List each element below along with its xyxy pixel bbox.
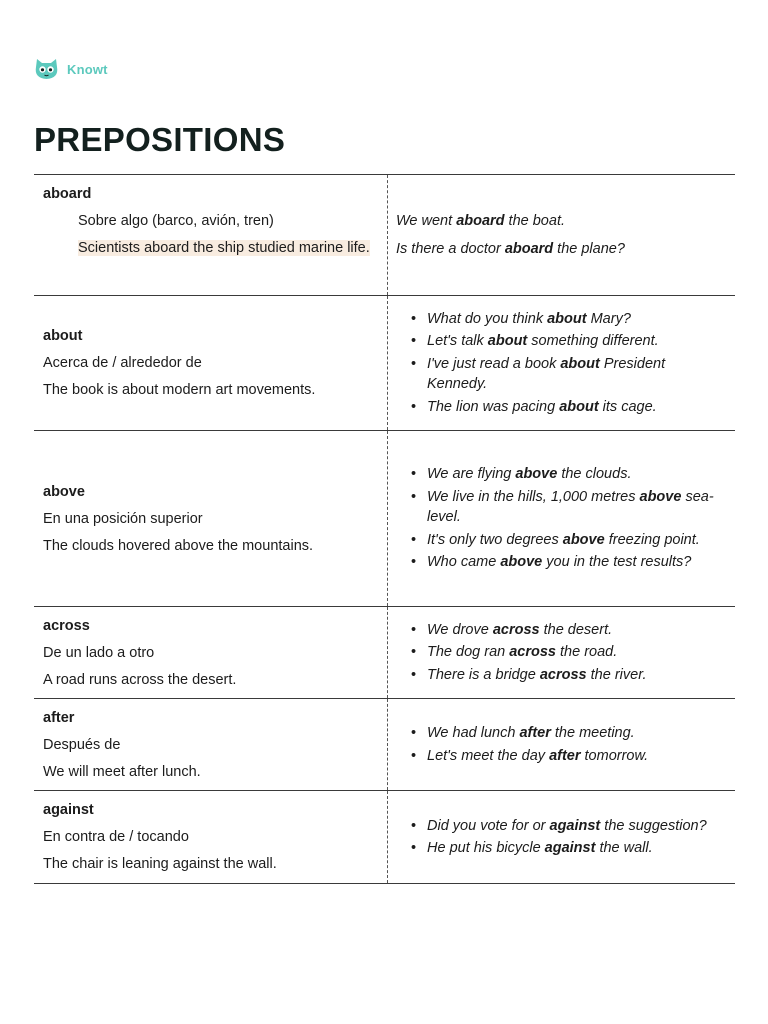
example-sentence: The chair is leaning against the wall. [43, 856, 277, 872]
usage-cell [388, 699, 735, 790]
meaning: Acerca de / alrededor de [43, 355, 202, 371]
brand-logo[interactable] [34, 57, 108, 81]
table-row [34, 607, 735, 699]
term-cell [34, 699, 388, 790]
prepositions-table [34, 174, 735, 884]
usage-cell [388, 431, 735, 606]
meaning: De un lado a otro [43, 644, 155, 661]
list-item: • What do you think about Mary? [396, 309, 725, 330]
term: against [43, 802, 94, 818]
list-item: • Who came above you in the test results? [396, 552, 725, 573]
usage-list [396, 814, 725, 861]
table-row [34, 791, 735, 884]
term-cell [34, 431, 388, 606]
term: aboard [43, 186, 92, 202]
example-sentence: We will meet after lunch. [43, 763, 201, 780]
usage-list [396, 307, 725, 420]
meaning: Después de [43, 736, 121, 753]
knowt-cat-icon [34, 58, 59, 80]
meaning: Sobre algo (barco, avión, tren) [78, 213, 274, 229]
list-item: • Did you vote for or against the suggestion? [396, 816, 725, 837]
list-item: • We drove across the desert. [396, 620, 725, 641]
term-cell [34, 607, 388, 698]
term-cell [34, 791, 388, 883]
table-row [34, 296, 735, 431]
list-item: • There is a bridge across the river. [396, 665, 725, 686]
list-item: • It's only two degrees above freezing point. [396, 530, 725, 551]
example-sentence: The book is about modern art movements. [43, 382, 316, 398]
list-item: • The lion was pacing about its cage. [396, 397, 725, 418]
term: across [43, 617, 90, 634]
list-item: • We are flying above the clouds. [396, 464, 725, 485]
list-item: • I've just read a book about President Kennedy. [396, 354, 725, 395]
usage-line: We went aboard the boat. [396, 213, 565, 229]
usage-list [396, 618, 725, 688]
usage-line: Is there a doctor aboard the plane? [396, 241, 625, 257]
usage-list [396, 462, 725, 575]
list-item: • He put his bicycle against the wall. [396, 838, 725, 859]
usage-cell [388, 175, 735, 295]
example-sentence: A road runs across the desert. [43, 671, 237, 688]
usage-cell [388, 607, 735, 698]
table-row [34, 699, 735, 791]
brand-name[interactable]: Knowt [67, 61, 108, 77]
term-cell [34, 175, 388, 295]
page-title: PREPOSITIONS [34, 121, 286, 158]
meaning: En contra de / tocando [43, 829, 189, 845]
list-item: • The dog ran across the road. [396, 642, 725, 663]
list-item: • Let's talk about something different. [396, 331, 725, 352]
term-cell [34, 296, 388, 430]
list-item: • Let's meet the day after tomorrow. [396, 746, 725, 767]
example-sentence [43, 238, 379, 258]
usage-cell [388, 296, 735, 430]
term: above [43, 483, 85, 500]
list-item: • We live in the hills, 1,000 metres above sea-level. [396, 487, 725, 528]
meaning: En una posición superior [43, 510, 203, 527]
usage-cell [388, 791, 735, 883]
table-row [34, 431, 735, 607]
term: after [43, 709, 75, 726]
table-row [34, 175, 735, 296]
list-item: • We had lunch after the meeting. [396, 723, 725, 744]
highlighted-example: Scientists aboard the ship studied marine life. [78, 240, 370, 256]
example-sentence: The clouds hovered above the mountains. [43, 537, 314, 554]
term: about [43, 328, 83, 344]
usage-list [396, 721, 725, 768]
